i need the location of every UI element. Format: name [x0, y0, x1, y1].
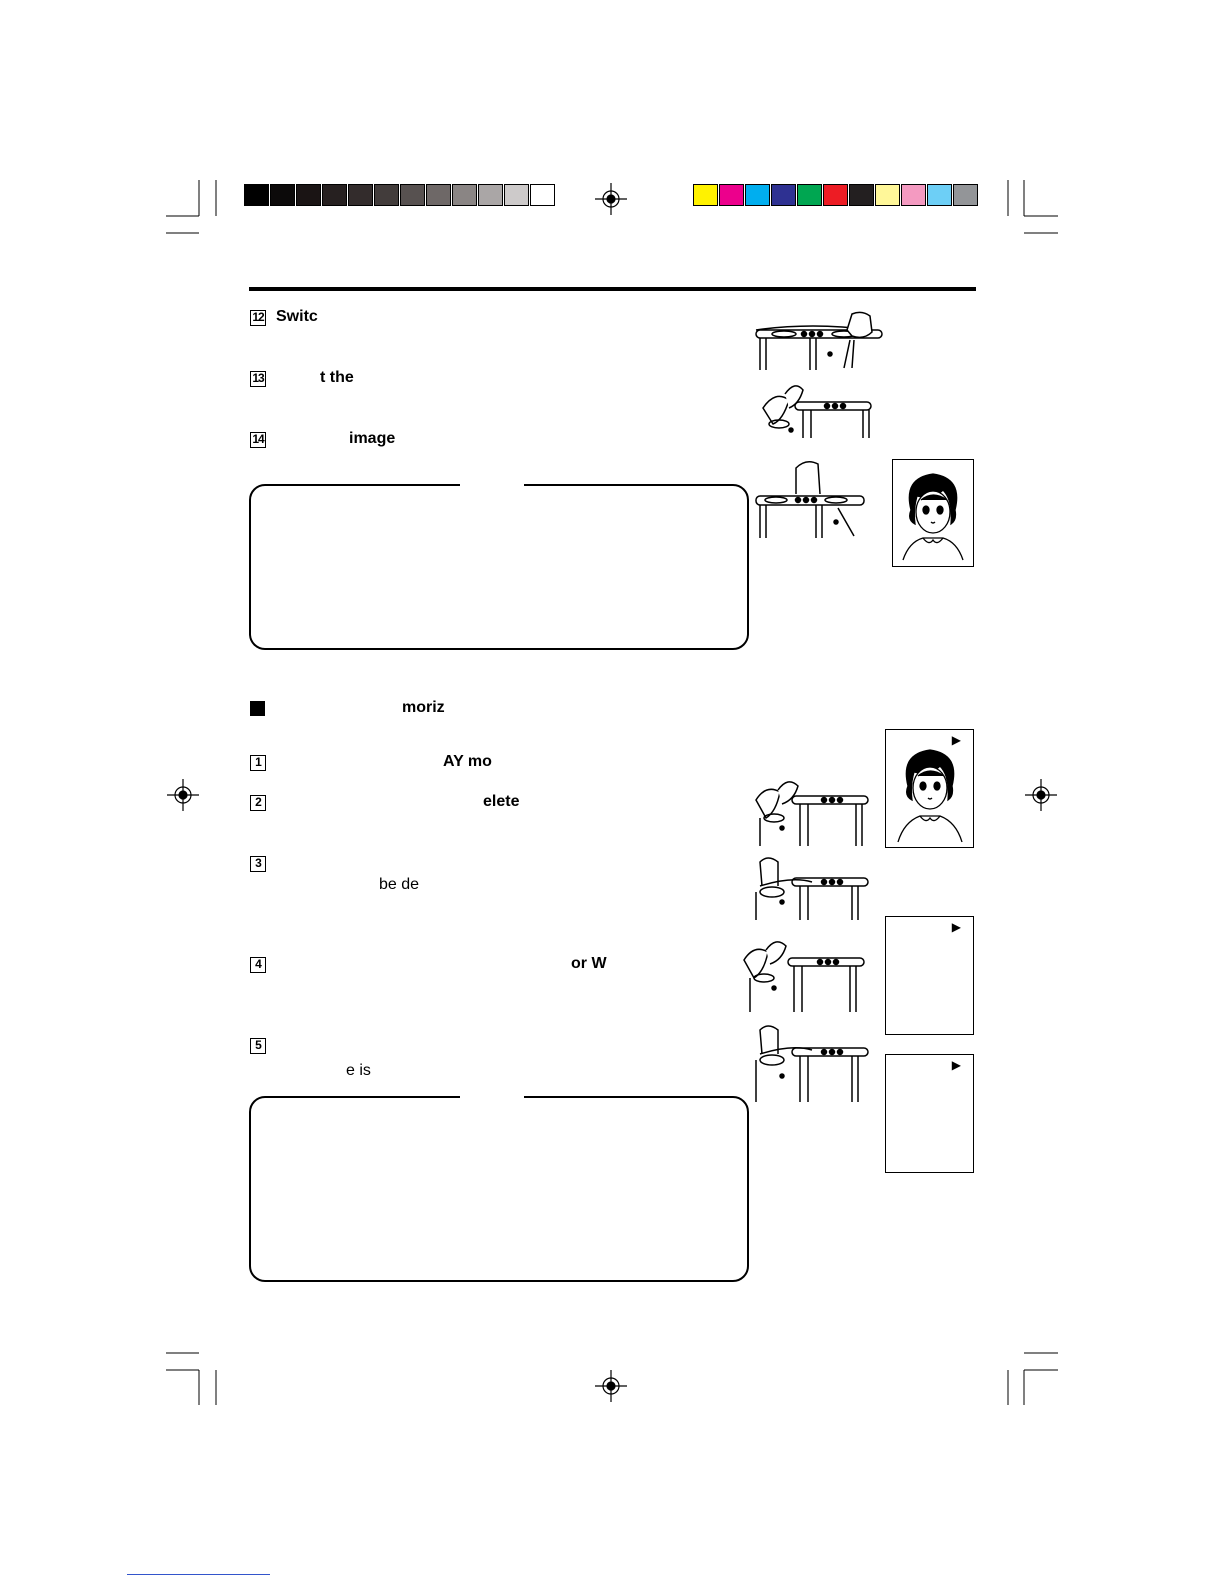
step-text: Switc — [276, 308, 318, 325]
grayscale-swatch — [478, 184, 503, 206]
color-swatch — [693, 184, 718, 206]
section-heading: moriz — [402, 699, 445, 716]
grayscale-swatch — [296, 184, 321, 206]
portrait-image — [886, 730, 973, 847]
step-text: or W — [571, 955, 607, 972]
step-text: elete — [483, 793, 520, 810]
grayscale-swatch — [452, 184, 477, 206]
device-lever-press-illustration — [752, 856, 872, 922]
grayscale-swatch — [530, 184, 555, 206]
color-swatch — [849, 184, 874, 206]
step-number: 1 — [250, 755, 266, 771]
grayscale-swatch — [348, 184, 373, 206]
note-box-title-gap — [460, 1093, 524, 1099]
color-swatch — [875, 184, 900, 206]
grayscale-swatch — [504, 184, 529, 206]
device-lever-press-illustration — [752, 1024, 872, 1104]
grayscale-swatch — [270, 184, 295, 206]
screen-preview — [885, 916, 974, 1035]
step-number: 4 — [250, 957, 266, 973]
step-number: 12 — [250, 310, 266, 326]
play-indicator-icon: ▶ — [951, 920, 961, 934]
device-power-switch-illustration — [752, 310, 892, 372]
color-swatch — [745, 184, 770, 206]
step-number: 3 — [250, 856, 266, 872]
color-swatch — [823, 184, 848, 206]
step-number: 5 — [250, 1038, 266, 1054]
color-swatch — [927, 184, 952, 206]
device-zoom-lever-illustration — [755, 380, 875, 440]
note-box — [249, 484, 749, 650]
device-button-press-illustration — [752, 458, 872, 540]
note-box-title-gap — [460, 481, 524, 487]
screen-preview — [885, 729, 974, 848]
color-swatch — [953, 184, 978, 206]
section-bullet-icon — [250, 701, 265, 716]
play-indicator-icon: ▶ — [951, 1058, 961, 1072]
portrait-image — [893, 460, 973, 566]
color-swatch — [719, 184, 744, 206]
play-indicator-icon: ▶ — [951, 733, 961, 747]
step-number: 13 — [250, 371, 266, 387]
top-rule — [249, 287, 976, 291]
device-zoom-lever-illustration — [752, 778, 872, 848]
color-swatch — [771, 184, 796, 206]
footer-link-underline — [127, 1574, 270, 1575]
step-text: AY mo — [443, 753, 492, 770]
device-zoom-lever-illustration — [740, 938, 870, 1014]
grayscale-swatch — [244, 184, 269, 206]
step-text: t the — [320, 369, 354, 386]
screen-preview — [892, 459, 974, 567]
step-number: 2 — [250, 795, 266, 811]
note-box — [249, 1096, 749, 1282]
grayscale-swatch — [374, 184, 399, 206]
color-swatch — [901, 184, 926, 206]
grayscale-swatch — [400, 184, 425, 206]
color-swatch — [797, 184, 822, 206]
step-text: image — [349, 430, 396, 447]
step-subtext: be de — [379, 876, 420, 893]
grayscale-swatch — [322, 184, 347, 206]
step-subtext: e is — [346, 1062, 371, 1079]
screen-preview — [885, 1054, 974, 1173]
grayscale-swatch — [426, 184, 451, 206]
step-number: 14 — [250, 432, 266, 448]
